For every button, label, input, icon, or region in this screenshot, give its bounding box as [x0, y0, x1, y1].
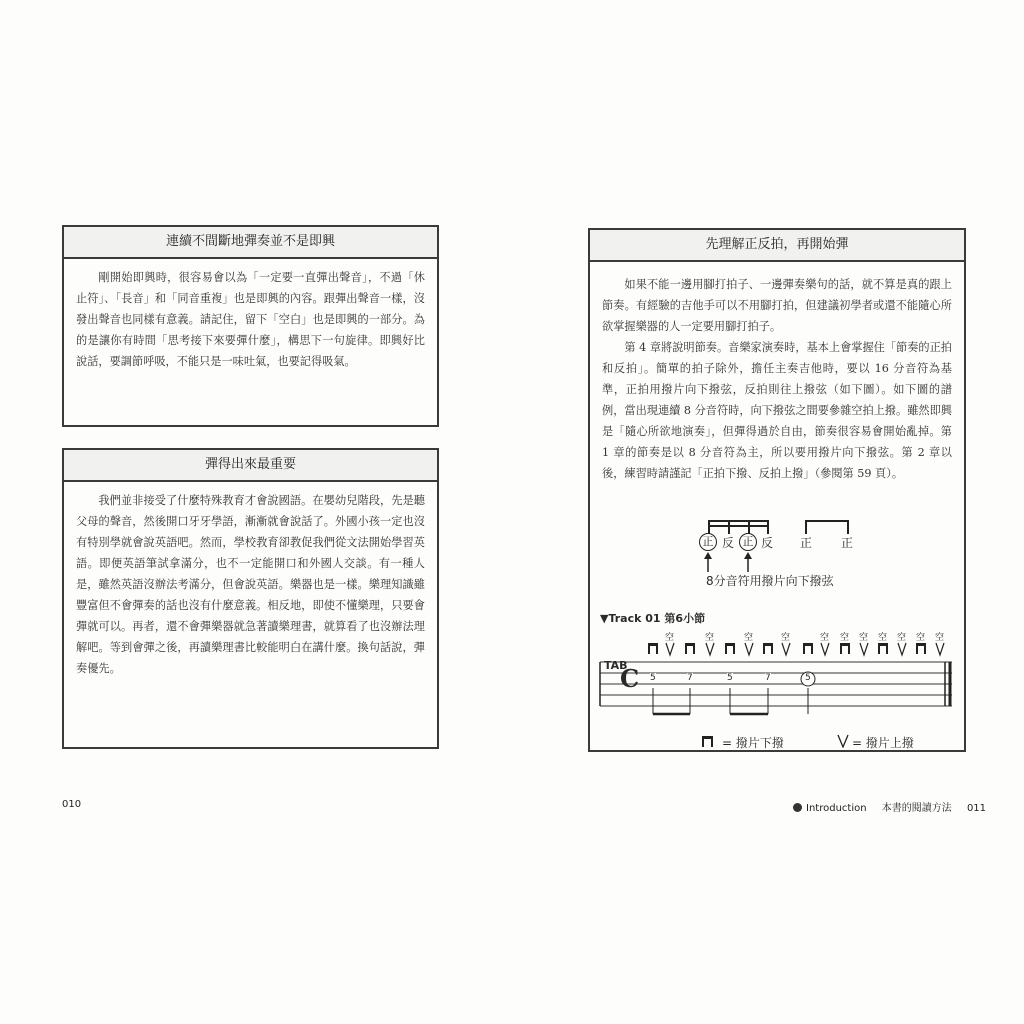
- page-number-left: 010: [62, 799, 82, 810]
- upstroke-icon: [706, 643, 714, 655]
- box-paragraph: 如果不能一邊用腳打拍子、一邊彈奏樂句的話，就不算是真的跟上節奏。有經驗的吉他手可以不用腳打拍，但建議初學者或還不能隨心所欲掌握樂器的人一定要用腳打拍子。: [602, 278, 952, 333]
- picking-diagram: [590, 484, 964, 749]
- beam-line: [708, 520, 768, 522]
- beat-label: 反: [722, 536, 735, 550]
- rest-label: 空: [705, 633, 715, 643]
- rest-label: 空: [935, 633, 945, 643]
- box-body: [590, 262, 964, 484]
- rest-label: 空: [665, 633, 675, 643]
- note-stem: [748, 520, 750, 534]
- diagram-caption: 8分音符用撥片向下撥弦: [706, 574, 834, 588]
- downstroke-icon: [916, 643, 926, 654]
- upstroke-icon: [745, 643, 753, 655]
- box-body: [64, 482, 437, 679]
- downstroke-icon: [685, 643, 695, 654]
- fret-number: 5: [727, 673, 733, 683]
- downstroke-icon: [700, 734, 716, 748]
- fret-number: 5: [805, 673, 811, 683]
- up-arrow-icon: [700, 552, 760, 574]
- beat-label-circled: 正: [739, 533, 757, 551]
- beam-line: [805, 520, 848, 522]
- sidebar-box-improv-not-continuous: [62, 225, 439, 427]
- note-stem: [805, 520, 807, 534]
- upstroke-icon: [898, 643, 906, 655]
- downstroke-icon: [878, 643, 888, 654]
- downstroke-icon: [763, 643, 773, 654]
- box-body: [64, 259, 437, 372]
- rest-label: 空: [840, 633, 850, 643]
- downstroke-icon: [648, 643, 658, 654]
- rest-label: 空: [897, 633, 907, 643]
- upstroke-icon: [821, 643, 829, 655]
- sidebar-box-understand-beats: [588, 228, 966, 752]
- track-measure: 第6小節: [664, 612, 706, 625]
- beat-label-circled: 正: [699, 533, 717, 551]
- beat-label: 正: [841, 536, 854, 550]
- legend-upstroke: = 撥片上撥: [852, 736, 914, 750]
- rest-label: 空: [916, 633, 926, 643]
- upstroke-icon: [782, 643, 790, 655]
- track-header: [600, 610, 705, 626]
- tab-clef: TAB: [604, 659, 628, 672]
- fret-number: 7: [765, 673, 771, 683]
- fret-number: 5: [650, 673, 656, 683]
- page-footer-right: [793, 799, 986, 814]
- fret-number-row: [590, 673, 968, 685]
- rest-label: 空: [878, 633, 888, 643]
- upstroke-icon: [936, 643, 944, 655]
- fret-number: 7: [687, 673, 693, 683]
- rest-label: 空: [859, 633, 869, 643]
- legend-downstroke: = 撥片下撥: [722, 736, 784, 750]
- note-stem: [708, 520, 710, 534]
- beat-label: 反: [761, 536, 774, 550]
- note-stem: [847, 520, 849, 534]
- rest-label-row: [590, 630, 968, 642]
- box-title: 連續不間斷地彈奏並不是即興: [64, 227, 437, 259]
- note-stem: [728, 520, 730, 534]
- beam-line: [708, 525, 768, 527]
- pick-direction-row: [590, 642, 968, 658]
- page-number-right: 011: [966, 803, 987, 814]
- footer-chapter: 本書的閱讀方法: [881, 803, 952, 814]
- box-title: 彈得出來最重要: [64, 450, 437, 482]
- tab-staff: [590, 660, 968, 720]
- note-stem: [767, 520, 769, 534]
- upstroke-icon: [666, 643, 674, 655]
- track-label: ▼Track 01: [600, 612, 661, 625]
- sidebar-box-playing-matters-most: [62, 448, 439, 749]
- footer-section: Introduction: [806, 803, 867, 814]
- upstroke-icon: [836, 734, 850, 748]
- time-signature: C: [620, 664, 640, 693]
- rest-label: 空: [744, 633, 754, 643]
- downstroke-icon: [725, 643, 735, 654]
- downstroke-icon: [803, 643, 813, 654]
- downstroke-icon: [840, 643, 850, 654]
- box-title: 先理解正反拍，再開始彈: [590, 230, 964, 262]
- upstroke-icon: [860, 643, 868, 655]
- box-paragraph: 第 4 章將說明節奏。音樂家演奏時，基本上會掌握住「節奏的正拍和反拍」。簡單的拍子除外，擔任主奏吉他時，要以 16 分音符為基準，正拍用撥片向下撥弦，反拍則往上撥弦（如下圖）。如下圖的譜例，當出現連續 8 分音符時，向下撥弦之間要參雜空拍上撥。雖然即興是「隨心所欲地演奏」，但彈得過於自由，節奏很容易會開始亂掉。第 1 章的節奏是以 8 分音符為主，所以要用撥片向下撥弦。第 2 章以後，練習時請謹記「正拍下撥、反拍上撥」（參閱第 59 頁）。: [602, 341, 952, 480]
- box-paragraph: 剛開始即興時，很容易會以為「一定要一直彈出聲音」，不過「休止符」、「長音」和「同音重複」也是即興的內容。跟彈出聲音一樣，沒發出聲音也同樣有意義。請記住，留下「空白」也是即興的一部分。為的是讓你有時間「思考接下來要彈什麼」，構思下一句旋律。即興好比說話，要調節呼吸，不能只是一味吐氣，也要記得吸氣。: [76, 271, 425, 368]
- rest-label: 空: [781, 633, 791, 643]
- bullet-icon: [793, 803, 802, 812]
- rest-label: 空: [820, 633, 830, 643]
- beat-label: 正: [800, 536, 813, 550]
- box-paragraph: 我們並非接受了什麼特殊教育才會說國語。在嬰幼兒階段，先是聽父母的聲音，然後開口牙牙學語，漸漸就會說話了。外國小孩一定也沒有特別學就會說英語吧。然而，學校教育卻教促我們從文法開始學習英語。即便英語筆試拿滿分，也不一定能開口和外國人交談。有一種人是，雖然英語沒辦法考滿分，但會說英語。樂器也是一樣。樂理知識雖豐富但不會彈奏的話也沒有什麼意義。相反地，即使不懂樂理，只要會彈就可以。再者，還不會彈樂器就急著讀樂理書，就算看了也沒辦法理解吧。等到會彈之後，再讀樂理書比較能明白在講什麼。換句話說，彈奏優先。: [76, 494, 425, 675]
